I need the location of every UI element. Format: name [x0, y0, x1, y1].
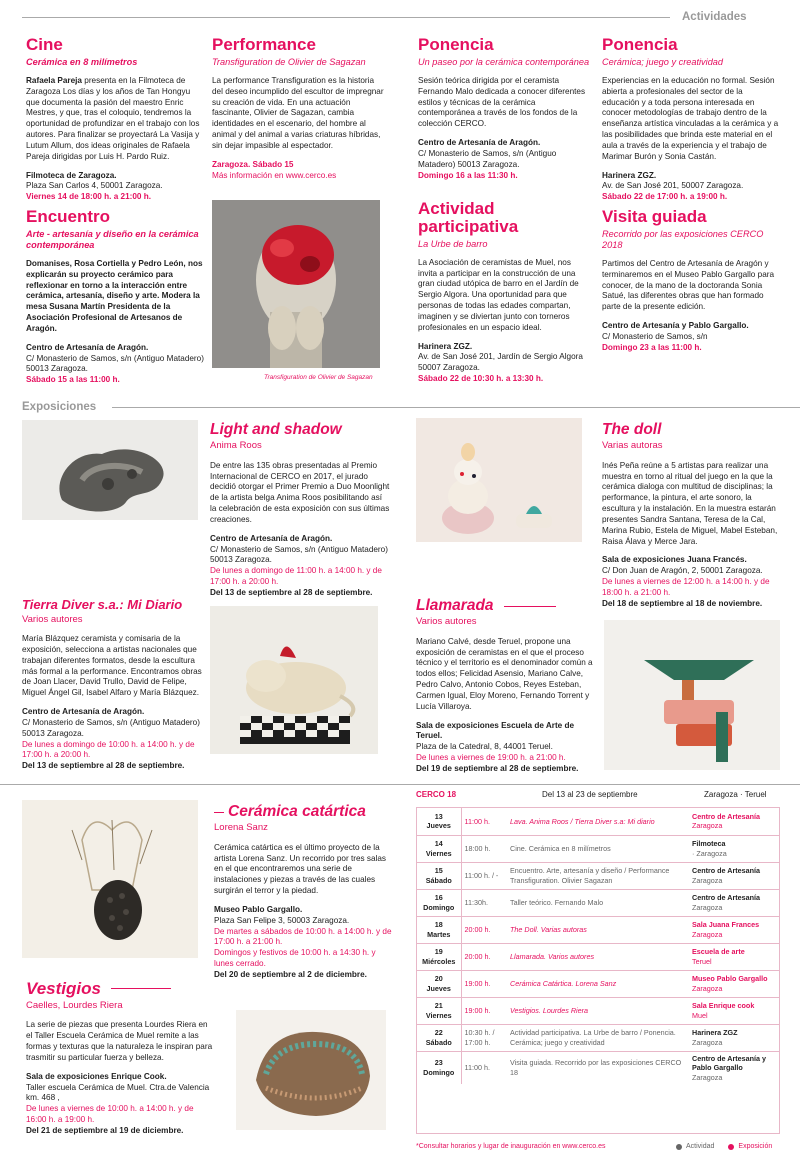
cine-block [26, 36, 204, 203]
calendar-place-city: Zaragoza [692, 1072, 723, 1082]
doll-title: The doll [602, 421, 662, 438]
calendar-day-number: 21 [434, 1001, 443, 1010]
calendar-event: Cerámica Catártica. Lorena Sanz [507, 970, 689, 997]
calendar-event: Cine. Cerámica en 8 milímetros [507, 835, 689, 862]
calendar-event: Vestigios. Lourdes Riera [507, 997, 689, 1024]
vestigios-body: La serie de piezas que presenta Lourdes Riera en el Taller Escuela Cerámica de Muel remite a las formas y texturas que la naturaleza le inspiran para trasmitir su particular fuerza y belleza. [26, 1020, 213, 1062]
tierra-dates: Del 13 de septiembre al 28 de septiembre. [22, 761, 185, 771]
calendar-event: Lava. Anima Roos / Tierra Diver s.a: Mi diario [510, 816, 655, 826]
calendar-event: Actividad participativa. La Urbe de barro / Ponencia. Cerámica; juego y creatividad [507, 1024, 689, 1051]
visita-address: C/ Monasterio de Samos, s/n [602, 331, 708, 341]
calendar-time: 19:00 h. [461, 970, 507, 997]
tierra-block [22, 598, 202, 772]
llamarada-photo [604, 620, 780, 770]
actividad-dot-icon [676, 1144, 682, 1150]
llamarada-sculpture-image [604, 620, 780, 770]
tierra-artist: Varios autores [22, 613, 83, 625]
cine-body: presenta en la Filmoteca de Zaragoza Los días y los años de Tan Hongyu que documenta la pasión del maestro Enric Mestres, y que, tras el coloquio, tendremos la oportunidad de profundizar en el trabajo con los autores. Para finalizar se proyectará La Vasija y Lutum Allum, dos ideas originales de Rafaela Pareja dirigidas por Luis H. Pardo Ruiz. [26, 75, 200, 161]
performance-title: Performance [212, 35, 316, 54]
performance-photo [212, 200, 380, 368]
calendar-day-number: 22 [434, 1028, 443, 1037]
tierra-title: Tierra Diver s.a.: Mi Diario [22, 597, 183, 612]
ponencia2-subtitle: Cerámica; juego y creatividad [602, 56, 724, 67]
calendar-place-name: Centro de Artesanía [692, 866, 761, 875]
calendar-place [689, 808, 779, 835]
encuentro-block [26, 208, 204, 386]
calendar-place-name: Centro de Artesanía y Pablo Gargallo [692, 1053, 767, 1072]
llamarada-body: Mariano Calvé, desde Teruel, propone una exposición de ceramistas en el que el proceso técnico y el territorio es el denominador común a todos ellos; Felicidad Asensio, Mariano Calve, Pedro Calvo, Antonio Cobos, Reyes Esteban, Carmen Igual, Eloy Moreno, Fernando Torrent y Lucía Villaroya. [416, 636, 593, 711]
encuentro-address: C/ Monasterio de Samos, s/n (Antiguo Matadero) 50013 Zaragoza. [26, 353, 204, 374]
actividades-label: Actividades [682, 11, 747, 23]
doll-hours: De lunes a viernes de 12:00 h. a 14:00 h. y de 18:00 h. a 21:00 h. [602, 577, 770, 597]
llamarada-divider [504, 606, 556, 607]
calendar-day-of-week: Sábado [425, 875, 452, 885]
calendar-row [417, 862, 779, 889]
calendar-time: 20:00 h. [461, 916, 507, 943]
vestigios-block [26, 980, 216, 1137]
exposicion-dot-icon [728, 1144, 734, 1150]
visita-subtitle: Recorrido por las exposiciones CERCO 2018 [602, 228, 764, 250]
calendar-place-city: Zaragoza [692, 875, 723, 885]
calendar-time: 11:30h. [461, 889, 507, 916]
ponencia1-subtitle: Un paseo por la cerámica contemporánea [418, 56, 590, 67]
ponencia1-body: Sesión teórica dirigida por el ceramista Fernando Malo dedicada a conocer diferentes estilos y técnicas de la cerámica contemporánea a través de los fondos de la colección CERCO. [418, 75, 586, 129]
calendar-place-city: Zaragoza [692, 902, 723, 912]
doll-photo [416, 418, 582, 542]
participativa-block [418, 200, 590, 385]
llamarada-block [416, 598, 596, 775]
doll-block [602, 422, 782, 610]
llamarada-title: Llamarada [416, 597, 494, 614]
calendar-day-of-week: Sábado [425, 1037, 452, 1047]
llamarada-venue: Sala de exposiciones Escuela de Arte de Teruel. [416, 720, 575, 741]
calendar-event: Taller teórico. Fernando Malo [507, 889, 689, 916]
tierra-photo [210, 606, 378, 754]
calendar-cities: Zaragoza · Teruel [704, 790, 767, 799]
calendar-time: 11:00 h. [461, 1051, 507, 1084]
ponencia1-date: Domingo 16 a las 11:30 h. [418, 170, 518, 180]
light-title: Light and shadow [210, 421, 342, 438]
calendar-time: 18:00 h. [461, 835, 507, 862]
calendar-place-name: Centro de Artesanía [692, 893, 761, 902]
ponencia1-block [418, 36, 590, 181]
light-sculpture-image [22, 420, 198, 520]
calendar-place-city: Zaragoza [692, 821, 723, 831]
calendar-row [417, 1051, 779, 1084]
doll-venue: Sala de exposiciones Juana Francés. [602, 555, 747, 565]
llamarada-address: Plaza de la Catedral, 8, 44001 Teruel. [416, 742, 553, 752]
light-body: De entre las 135 obras presentadas al Premio Internacional de CERCO en 2017, el jurado decidió otorgar el Primer Premio a Duo Moonlight de la artista belga Anima Roos posibilitando así la celebración de esta exposición con sus últimas creaciones. [210, 460, 390, 524]
cine-date: Viernes 14 de 18:00 h. a 21:00 h. [26, 192, 152, 202]
catartica-block [214, 804, 394, 981]
calendar-row [417, 1024, 779, 1051]
ponencia1-venue: Centro de Artesanía de Aragón. [418, 138, 541, 148]
light-photo [22, 420, 198, 520]
calendar-day [417, 835, 461, 862]
ponencia2-body: Experiencias en la educación no formal. Sesión abierta a profesionales del sector de la educación y a toda persona interesada en conocer metodologías de trabajo dentro de la enseñanza artística vinculadas a la cerámica y a las posibilidades que brinda este material en el aula a través de la experiencia y el trabajo de Marimar Burón y Sonia Castán. [602, 75, 779, 161]
calendar-place [689, 1051, 779, 1084]
calendar-row [417, 997, 779, 1024]
calendar-time: 11:00 h. [464, 816, 490, 826]
calendar-place-name: Sala Juana Frances [692, 920, 760, 929]
calendar-day [417, 943, 461, 970]
calendar-place [689, 916, 779, 943]
cine-body-strong: Rafaela Pareja [26, 75, 82, 85]
vestigios-artist: Caelles, Lourdes Riera [26, 999, 123, 1011]
cine-subtitle: Cerámica en 8 milímetros [26, 56, 138, 67]
calendar-day [417, 862, 461, 889]
calendar-place-city: Zaragoza [692, 983, 723, 993]
calendar-place-city: · Zaragoza [692, 848, 727, 858]
cine-title: Cine [26, 35, 63, 54]
catartica-hours2: Domingos y festivos de 10:00 h. a 14:30 h. y lunes cerrado. [214, 948, 376, 969]
calendar-day [417, 970, 461, 997]
legend-exposicion: Exposición [738, 1143, 773, 1150]
calendar-row [417, 808, 779, 835]
calendar-row [417, 889, 779, 916]
performance-block [212, 36, 387, 181]
doll-dates: Del 18 de septiembre al 18 de noviembre. [602, 598, 763, 608]
calendar-time: 10:30 h. / 17:00 h. [461, 1024, 507, 1051]
calendar-range: Del 13 al 23 de septiembre [542, 790, 638, 799]
vestigios-title: Vestigios [26, 979, 101, 998]
llamarada-artist: Varios autores [416, 616, 477, 628]
calendar-day-number: 18 [434, 920, 443, 929]
performance-figure-image [212, 200, 380, 368]
catartica-photo [22, 800, 198, 958]
catartica-address: Plaza San Felipe 3, 50003 Zaragoza. [214, 915, 350, 925]
tierra-address: C/ Monasterio de Samos, s/n (Antiguo Matadero) 50013 Zaragoza. [22, 717, 200, 738]
cine-address: Plaza San Carlos 4, 50001 Zaragoza. [26, 181, 163, 191]
catartica-hours: De martes a sábados de 10:00 h. a 14:00 h. y de 17:00 h. a 21:00 h. [214, 926, 392, 947]
calendar-place [689, 835, 779, 862]
encuentro-venue: Centro de Artesanía de Aragón. [26, 342, 149, 352]
visita-body: Partimos del Centro de Artesanía de Aragón y terminaremos en el Museo Pablo Gargallo para conocer, de la mano de la doctoranda Sonia Satué, las diferentes obras que han formado parte de la presente edición. [602, 258, 775, 312]
vestigios-photo [236, 1010, 386, 1130]
calendar-day-number: 16 [434, 893, 443, 902]
calendar-place [689, 889, 779, 916]
calendar-day-of-week: Domingo [423, 1067, 455, 1077]
catartica-dates: Del 20 de septiembre al 2 de diciembre. [214, 969, 367, 979]
calendar-place-city: Teruel [692, 956, 712, 966]
calendar-day-number: 23 [434, 1058, 443, 1068]
calendar-place [689, 970, 779, 997]
light-artist: Anima Roos [210, 440, 262, 452]
calendar-place-city: Muel [692, 1010, 708, 1020]
calendar-day-number: 15 [434, 866, 443, 875]
tierra-hours: De lunes a domingo de 10:00 h. a 14:00 h. y de 17:00 h. a 20:00 h. [22, 739, 195, 760]
visita-title: Visita guiada [602, 207, 707, 226]
calendar-day-number: 14 [434, 839, 443, 848]
ponencia2-venue: Harinera ZGZ. [602, 170, 657, 180]
calendar-place [689, 943, 779, 970]
ponencia2-date: Sábado 22 de 17:00 h. a 19:00 h. [602, 192, 728, 202]
participativa-address: Av. de San José 201, Jardín de Sergio Algora 50007 Zaragoza. [418, 352, 583, 373]
exposiciones-header [22, 400, 800, 414]
ponencia2-title: Ponencia [602, 35, 678, 54]
vestigios-hours: De lunes a viernes de 10:00 h. a 14:00 h. y de 16:00 h. a 19:00 h. [26, 1104, 194, 1124]
vestigios-address: Taller escuela Cerámica de Muel. Ctra.de Valencia km. 468 , [26, 1082, 210, 1103]
calendar-place-name: Harinera ZGZ [692, 1028, 738, 1037]
calendar-place-name: Escuela de arte [692, 947, 745, 956]
visita-block [602, 208, 782, 354]
performance-caption: Transfiguration de Olivier de Sagazan [264, 374, 373, 381]
legend-actividad: Actividad [686, 1143, 715, 1150]
calendar-day-of-week: Viernes [425, 1010, 452, 1020]
calendar-footnote: *Consultar horarios y lugar de inauguración en www.cerco.es [416, 1143, 606, 1150]
encuentro-body: Domanises, Rosa Cortiella y Pedro León, nos explicarán su proyecto cerámico para reflexionar en torno a la interacción entre cerámica, artesanía, diseño y arte. Modera la mesa Susana Martín Presidenta de la Asociación Profesional de Artesanos de Aragón. [26, 258, 203, 333]
calendar-place-name: Sala Enrique cook [692, 1001, 755, 1010]
calendar-row [417, 943, 779, 970]
calendar-place [689, 1024, 779, 1051]
calendar-day [417, 1024, 461, 1051]
calendar-day-number: 20 [434, 974, 443, 983]
calendar-place [689, 862, 779, 889]
catartica-title: Cerámica catártica [228, 803, 366, 820]
catartica-artist: Lorena Sanz [214, 822, 268, 834]
participativa-subtitle: La Urbe de barro [418, 238, 488, 249]
calendar-day-of-week: Jueves [426, 821, 451, 831]
llamarada-hours: De lunes a viernes de 19:00 h. a 21:00 h. [416, 753, 566, 763]
catartica-dash [214, 812, 224, 813]
calendar-place-name: Filmoteca [692, 839, 726, 848]
calendar-legend [676, 1142, 772, 1151]
ponencia1-address: C/ Monasterio de Samos, s/n (Antiguo Matadero) 50013 Zaragoza. [418, 148, 557, 169]
catartica-sculpture-image [22, 800, 198, 958]
vestigios-venue: Sala de exposiciones Enrique Cook. [26, 1071, 167, 1081]
light-venue: Centro de Artesanía de Aragón. [210, 533, 333, 543]
calendar-time: 19:00 h. [461, 997, 507, 1024]
encuentro-date: Sábado 15 a las 11:00 h. [26, 375, 120, 385]
vestigios-divider [111, 988, 171, 989]
calendar-event: Visita guiada. Recorrido por las exposiciones CERCO 18 [507, 1051, 689, 1084]
light-block [210, 422, 390, 599]
calendar-event: The Doll. Varias autoras [507, 916, 689, 943]
calendar-place [689, 997, 779, 1024]
encuentro-title: Encuentro [26, 207, 111, 226]
calendar-place-city: Zaragoza [692, 929, 723, 939]
actividades-header [22, 10, 800, 24]
calendar-day-number: 19 [434, 947, 443, 956]
calendar-day-of-week: Miércoles [422, 956, 456, 966]
participativa-title: Actividad participativa [418, 199, 519, 236]
tierra-venue: Centro de Artesanía de Aragón. [22, 707, 145, 717]
tierra-body: María Blázquez ceramista y comisaria de la exposición, selecciona a artistas nacionales que trabajan diferentes formatos, desde la escultura más formal a la performance. Encontramos obras de Joan Llacer, David Trullo, David de Felipe, Miguel Ángel Gil, Isabel Alfaro y María Blázquez. [22, 634, 202, 698]
ponencia2-address: Av. de San José 201, 50007 Zaragoza. [602, 181, 744, 191]
catartica-venue: Museo Pablo Gargallo. [214, 904, 303, 914]
calendar-place-name: Museo Pablo Gargallo [692, 974, 768, 983]
ponencia2-block [602, 36, 782, 203]
doll-sculpture-image [416, 418, 582, 542]
bottom-divider [0, 784, 800, 785]
llamarada-dates: Del 19 de septiembre al 28 de septiembre. [416, 763, 579, 773]
calendar-event: Llamarada. Varios autores [507, 943, 689, 970]
calendar-day [417, 1051, 461, 1084]
calendar-day-number: 13 [434, 811, 443, 821]
vestigios-dates: Del 21 de septiembre al 19 de diciembre. [26, 1125, 184, 1135]
ponencia1-title: Ponencia [418, 35, 494, 54]
calendar-place-city: Zaragoza [692, 1037, 723, 1047]
calendar-row [417, 970, 779, 997]
performance-body: La performance Transfiguration es la historia del deseo incumplido del escultor de impregnar su creación de vida. En una actuación fascinante, Olivier de Sagazan, cambia identidades en el escenario, del hombre al animal y del animal a varias criaturas híbridas, sin dejar impasible al espectador. [212, 75, 384, 150]
calendar-day-of-week: Jueves [426, 983, 451, 993]
doll-body: Inés Peña reúne a 5 artistas para realizar una muestra en torno al ritual del juego en la que la cerámica dialoga con multitud de disciplinas; la performance, la pintura, el arte sonoro, la escultura y la instalación. En la muestra estarán presentes Sandra Santana, Teresa de la Cal, Marina Rubio, Estela de Miguel, Mabel Esteban, Raisa Álava y Merce Jara. [602, 460, 778, 546]
tierra-sculpture-image [210, 606, 378, 754]
participativa-venue: Harinera ZGZ. [418, 341, 473, 351]
calendar-day-of-week: Viernes [425, 848, 452, 858]
exposiciones-label: Exposiciones [22, 401, 97, 413]
performance-subtitle: Transfiguration de Olivier de Sagazan [212, 56, 366, 67]
performance-venue-line: Zaragoza. Sábado 15 [212, 159, 294, 169]
catartica-body: Cerámica catártica es el último proyecto de la artista Lorena Sanz. Un recorrido por tres salas en el que encontraremos una serie de instalaciones y piezas a través de las cuales surgirán el terror y la piedad. [214, 842, 387, 896]
calendar-place-name: Centro de Artesanía [692, 811, 761, 821]
light-address: C/ Monasterio de Samos, s/n (Antiguo Matadero) 50013 Zaragoza. [210, 544, 388, 565]
encuentro-subtitle: Arte - artesanía y diseño en la cerámica contemporánea [26, 228, 199, 250]
participativa-body: La Asociación de ceramistas de Muel, nos invita a participar en la construcción de una gran ciudad utópica de barro en el Jardín de Sergio Algora. Una oportunidad para que personas de todas las edades compartan, imaginen y se diviertan junto con torneros profesionales en un espacio ideal. [418, 257, 579, 332]
calendar-day [417, 889, 461, 916]
calendar-day-of-week: Martes [427, 929, 451, 939]
performance-info: Más información en www.cerco.es [212, 170, 337, 180]
vestigios-sculpture-image [236, 1010, 386, 1130]
calendar-event: Encuentro. Arte, artesanía y diseño / Performance Transfiguration. Olivier Sagazan [507, 862, 689, 889]
visita-venue: Centro de Artesanía y Pablo Gargallo. [602, 321, 749, 331]
visita-date: Domingo 23 a las 11:00 h. [602, 342, 702, 352]
light-hours: De lunes a domingo de 11:00 h. a 14:00 h. y de 17:00 h. a 20:00 h. [210, 566, 382, 587]
calendar-day-of-week: Domingo [423, 902, 455, 912]
calendar-row [417, 835, 779, 862]
calendar-table [416, 807, 780, 1134]
calendar-day [417, 916, 461, 943]
doll-address: C/ Don Juan de Aragón, 2, 50001 Zaragoza. [602, 566, 763, 576]
calendar-row [417, 916, 779, 943]
calendar-title: CERCO 18 [416, 790, 457, 799]
calendar-time: 11:00 h. / - [461, 862, 507, 889]
calendar-day [417, 808, 461, 835]
doll-artist: Varias autoras [602, 440, 663, 452]
light-dates: Del 13 de septiembre al 28 de septiembre. [210, 587, 373, 597]
participativa-date: Sábado 22 de 10:30 h. a 13:30 h. [418, 374, 544, 383]
calendar-time: 20:00 h. [461, 943, 507, 970]
calendar-day [417, 997, 461, 1024]
cine-venue: Filmoteca de Zaragoza. [26, 170, 117, 180]
